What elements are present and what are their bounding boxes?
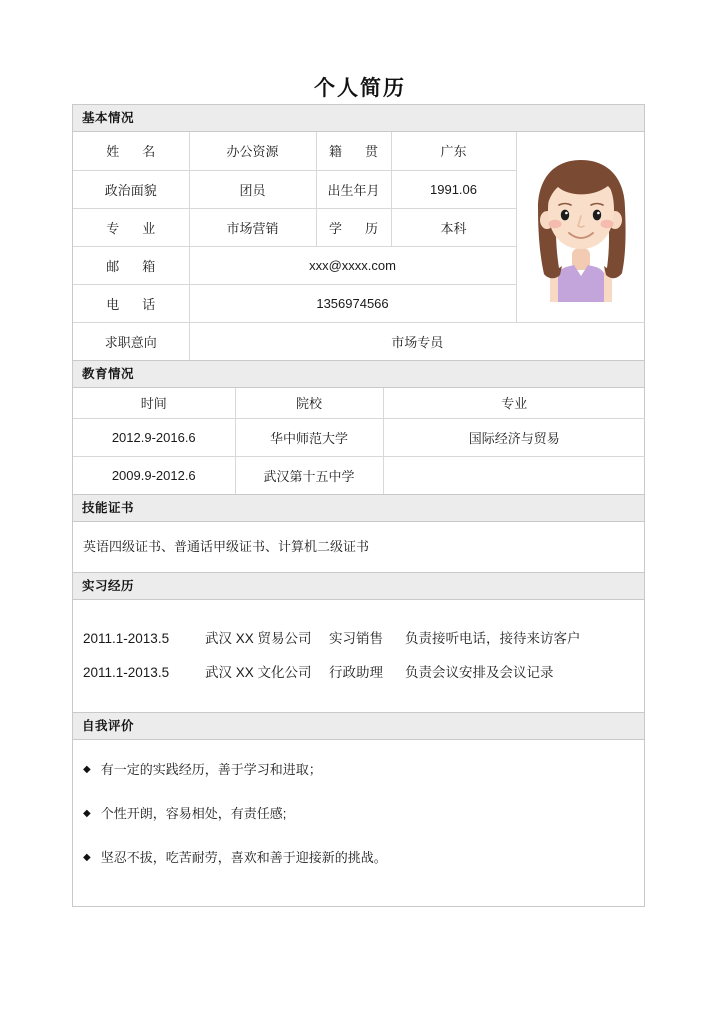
diamond-bullet-icon: ◆ <box>83 808 91 819</box>
list-item <box>83 804 634 824</box>
diamond-bullet-icon: ◆ <box>83 852 91 863</box>
section-header-internship: 实习经历 <box>73 573 644 600</box>
table-header-row <box>73 388 645 418</box>
field-value-name: 办公资源 <box>189 132 316 170</box>
field-value-major: 市场营销 <box>189 208 316 246</box>
internship-period: 2011.1-2013.5 <box>83 631 170 646</box>
field-label-email: 邮 箱 <box>73 246 189 284</box>
education-table <box>73 388 645 494</box>
field-label-name: 姓 名 <box>73 132 189 170</box>
section-header-self-evaluation: 自我评价 <box>73 713 644 740</box>
avatar <box>517 132 646 322</box>
field-label-hometown: 籍 贯 <box>316 132 391 170</box>
education-time: 2009.9-2012.6 <box>73 456 235 494</box>
education-col-major: 专业 <box>383 388 645 418</box>
page-title: 个人简历 <box>314 76 406 100</box>
skills-content: 英语四级证书、普通话甲级证书、计算机二级证书 <box>73 522 644 573</box>
field-value-job-objective: 市场专员 <box>391 334 444 350</box>
education-major: 国际经济与贸易 <box>383 418 645 456</box>
list-item <box>83 760 634 780</box>
field-label-degree: 学 历 <box>316 208 391 246</box>
internship-duties: 负责接听电话，接待来访客户 <box>405 631 581 646</box>
table-row <box>73 418 645 456</box>
self-evaluation-text: 有一定的实践经历，善于学习和进取； <box>100 762 322 777</box>
education-school: 武汉第十五中学 <box>235 456 383 494</box>
avatar-illustration <box>522 152 640 302</box>
internship-role: 行政助理 <box>329 665 383 680</box>
field-label-political-status: 政治面貌 <box>73 170 189 208</box>
field-label-phone: 电 话 <box>73 284 189 322</box>
table-row <box>73 456 645 494</box>
table-row <box>73 322 645 360</box>
section-header-skills: 技能证书 <box>73 494 644 522</box>
field-value-birth-date: 1991.06 <box>391 170 516 208</box>
internship-role: 实习销售 <box>329 631 383 646</box>
field-label-birth-date: 出生年月 <box>316 170 391 208</box>
section-header-education: 教育情况 <box>73 360 644 388</box>
education-col-school: 院校 <box>235 388 383 418</box>
field-value-email: xxx@xxxx.com <box>189 246 516 284</box>
internship-content <box>73 600 644 713</box>
education-major <box>383 456 645 494</box>
internship-entry <box>83 656 634 690</box>
internship-duties: 负责会议安排及会议记录 <box>405 665 554 680</box>
field-value-phone: 1356974566 <box>189 284 516 322</box>
field-value-political-status: 团员 <box>189 170 316 208</box>
education-school: 华中师范大学 <box>235 418 383 456</box>
self-evaluation-content <box>73 740 644 906</box>
section-header-basic: 基本情况 <box>73 105 644 132</box>
education-time: 2012.9-2016.6 <box>73 418 235 456</box>
field-value-degree: 本科 <box>391 208 516 246</box>
self-evaluation-text: 坚忍不拔，吃苦耐劳，喜欢和善于迎接新的挑战。 <box>100 850 387 865</box>
field-label-major: 专 业 <box>73 208 189 246</box>
resume-table <box>72 104 645 907</box>
table-row <box>73 132 645 170</box>
field-label-job-objective: 求职意向 <box>73 322 189 360</box>
self-evaluation-text: 个性开朗，容易相处，有责任感; <box>100 806 287 821</box>
basic-info-table <box>73 132 645 360</box>
internship-entry <box>83 622 634 656</box>
internship-period: 2011.1-2013.5 <box>83 665 170 680</box>
education-col-time: 时间 <box>73 388 235 418</box>
field-value-hometown: 广东 <box>391 132 516 170</box>
list-item <box>83 848 634 868</box>
diamond-bullet-icon: ◆ <box>83 764 91 775</box>
internship-company: 武汉 XX 贸易公司 <box>205 631 312 646</box>
internship-company: 武汉 XX 文化公司 <box>205 665 312 680</box>
photo-cell <box>516 132 645 322</box>
